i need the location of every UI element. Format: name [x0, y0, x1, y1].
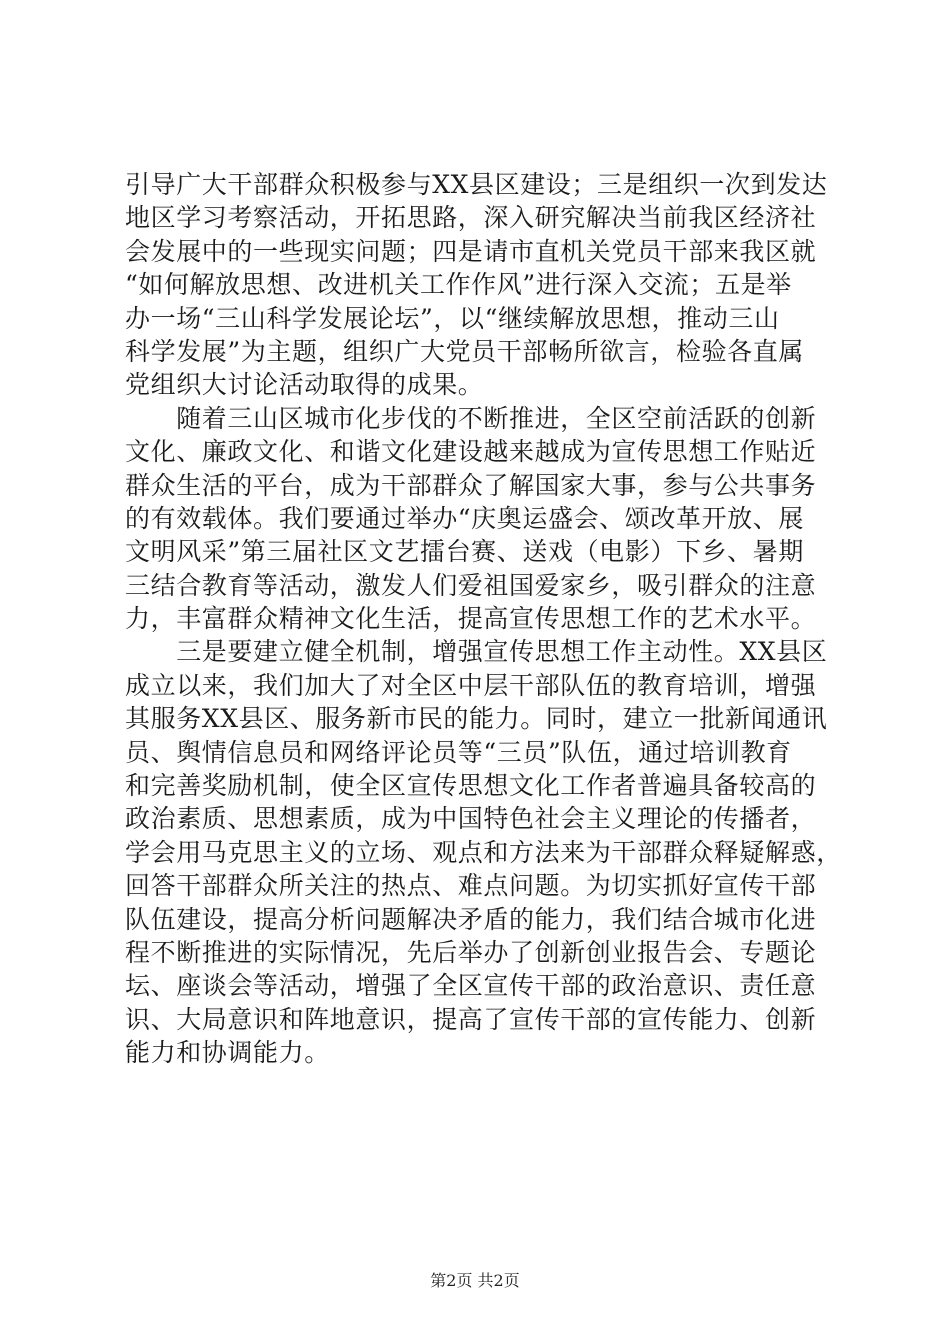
- body-text: [125, 168, 842, 1070]
- text-line: 程不断推进的实际情况，先后举办了创新创业报告会、专题论: [125, 937, 817, 967]
- text-line: 文明风采”第三届社区文艺擂台赛、送戏（电影）下乡、暑期: [125, 537, 804, 567]
- text-line: 的有效载体。我们要通过举办“庆奥运盛会、颂改革开放、展: [125, 503, 804, 533]
- text-line: 会发展中的一些现实问题；四是请市直机关党员干部来我区就: [125, 236, 817, 266]
- text-line: 回答干部群众所关注的热点、难点问题。为切实抓好宣传干部: [125, 871, 817, 901]
- text-line: 力，丰富群众精神文化生活，提高宣传思想工作的艺术水平。: [125, 604, 817, 634]
- text-line: 学会用马克思主义的立场、观点和方法来为干部群众释疑解惑，: [125, 837, 842, 867]
- text-line: 文化、廉政文化、和谐文化建设越来越成为宣传思想工作贴近: [125, 437, 817, 467]
- text-line: 员、舆情信息员和网络评论员等“三员”队伍，通过培训教育: [125, 737, 792, 767]
- page-number-footer: 第2页 共2页: [430, 1271, 520, 1290]
- text-line: 党组织大讨论活动取得的成果。: [125, 370, 484, 400]
- text-line: 三结合教育等活动，激发人们爱祖国爱家乡，吸引群众的注意: [125, 570, 817, 600]
- text-line: 成立以来，我们加大了对全区中层干部队伍的教育培训，增强: [125, 670, 817, 700]
- text-line: 随着三山区城市化步伐的不断推进，全区空前活跃的创新: [125, 403, 817, 433]
- text-line: 办一场“三山科学发展论坛”，以“继续解放思想，推动三山: [125, 303, 780, 333]
- text-line: 科学发展”为主题，组织广大党员干部畅所欲言，检验各直属: [125, 336, 804, 366]
- text-line: 队伍建设，提高分析问题解决矛盾的能力，我们结合城市化进: [125, 904, 817, 934]
- text-line: 识、大局意识和阵地意识，提高了宣传干部的宣传能力、创新: [125, 1004, 817, 1034]
- text-line: 三是要建立健全机制，增强宣传思想工作主动性。XX县区: [125, 637, 828, 667]
- text-line: 群众生活的平台，成为干部群众了解国家大事，参与公共事务: [125, 470, 817, 500]
- text-line: 坛、座谈会等活动，增强了全区宣传干部的政治意识、责任意: [125, 971, 817, 1001]
- text-line: 地区学习考察活动，开拓思路，深入研究解决当前我区经济社: [125, 203, 817, 233]
- text-line: 和完善奖励机制，使全区宣传思想文化工作者普遍具备较高的: [125, 771, 817, 801]
- text-line: 其服务XX县区、服务新市民的能力。同时，建立一批新闻通讯: [125, 704, 828, 734]
- text-line: 引导广大干部群众积极参与XX县区建设；三是组织一次到发达: [125, 170, 828, 199]
- text-line: 能力和协调能力。: [125, 1038, 330, 1068]
- text-line: “如何解放思想、改进机关工作作风”进行深入交流；五是举: [125, 270, 792, 300]
- text-line: 政治素质、思想素质，成为中国特色社会主义理论的传播者，: [125, 804, 817, 834]
